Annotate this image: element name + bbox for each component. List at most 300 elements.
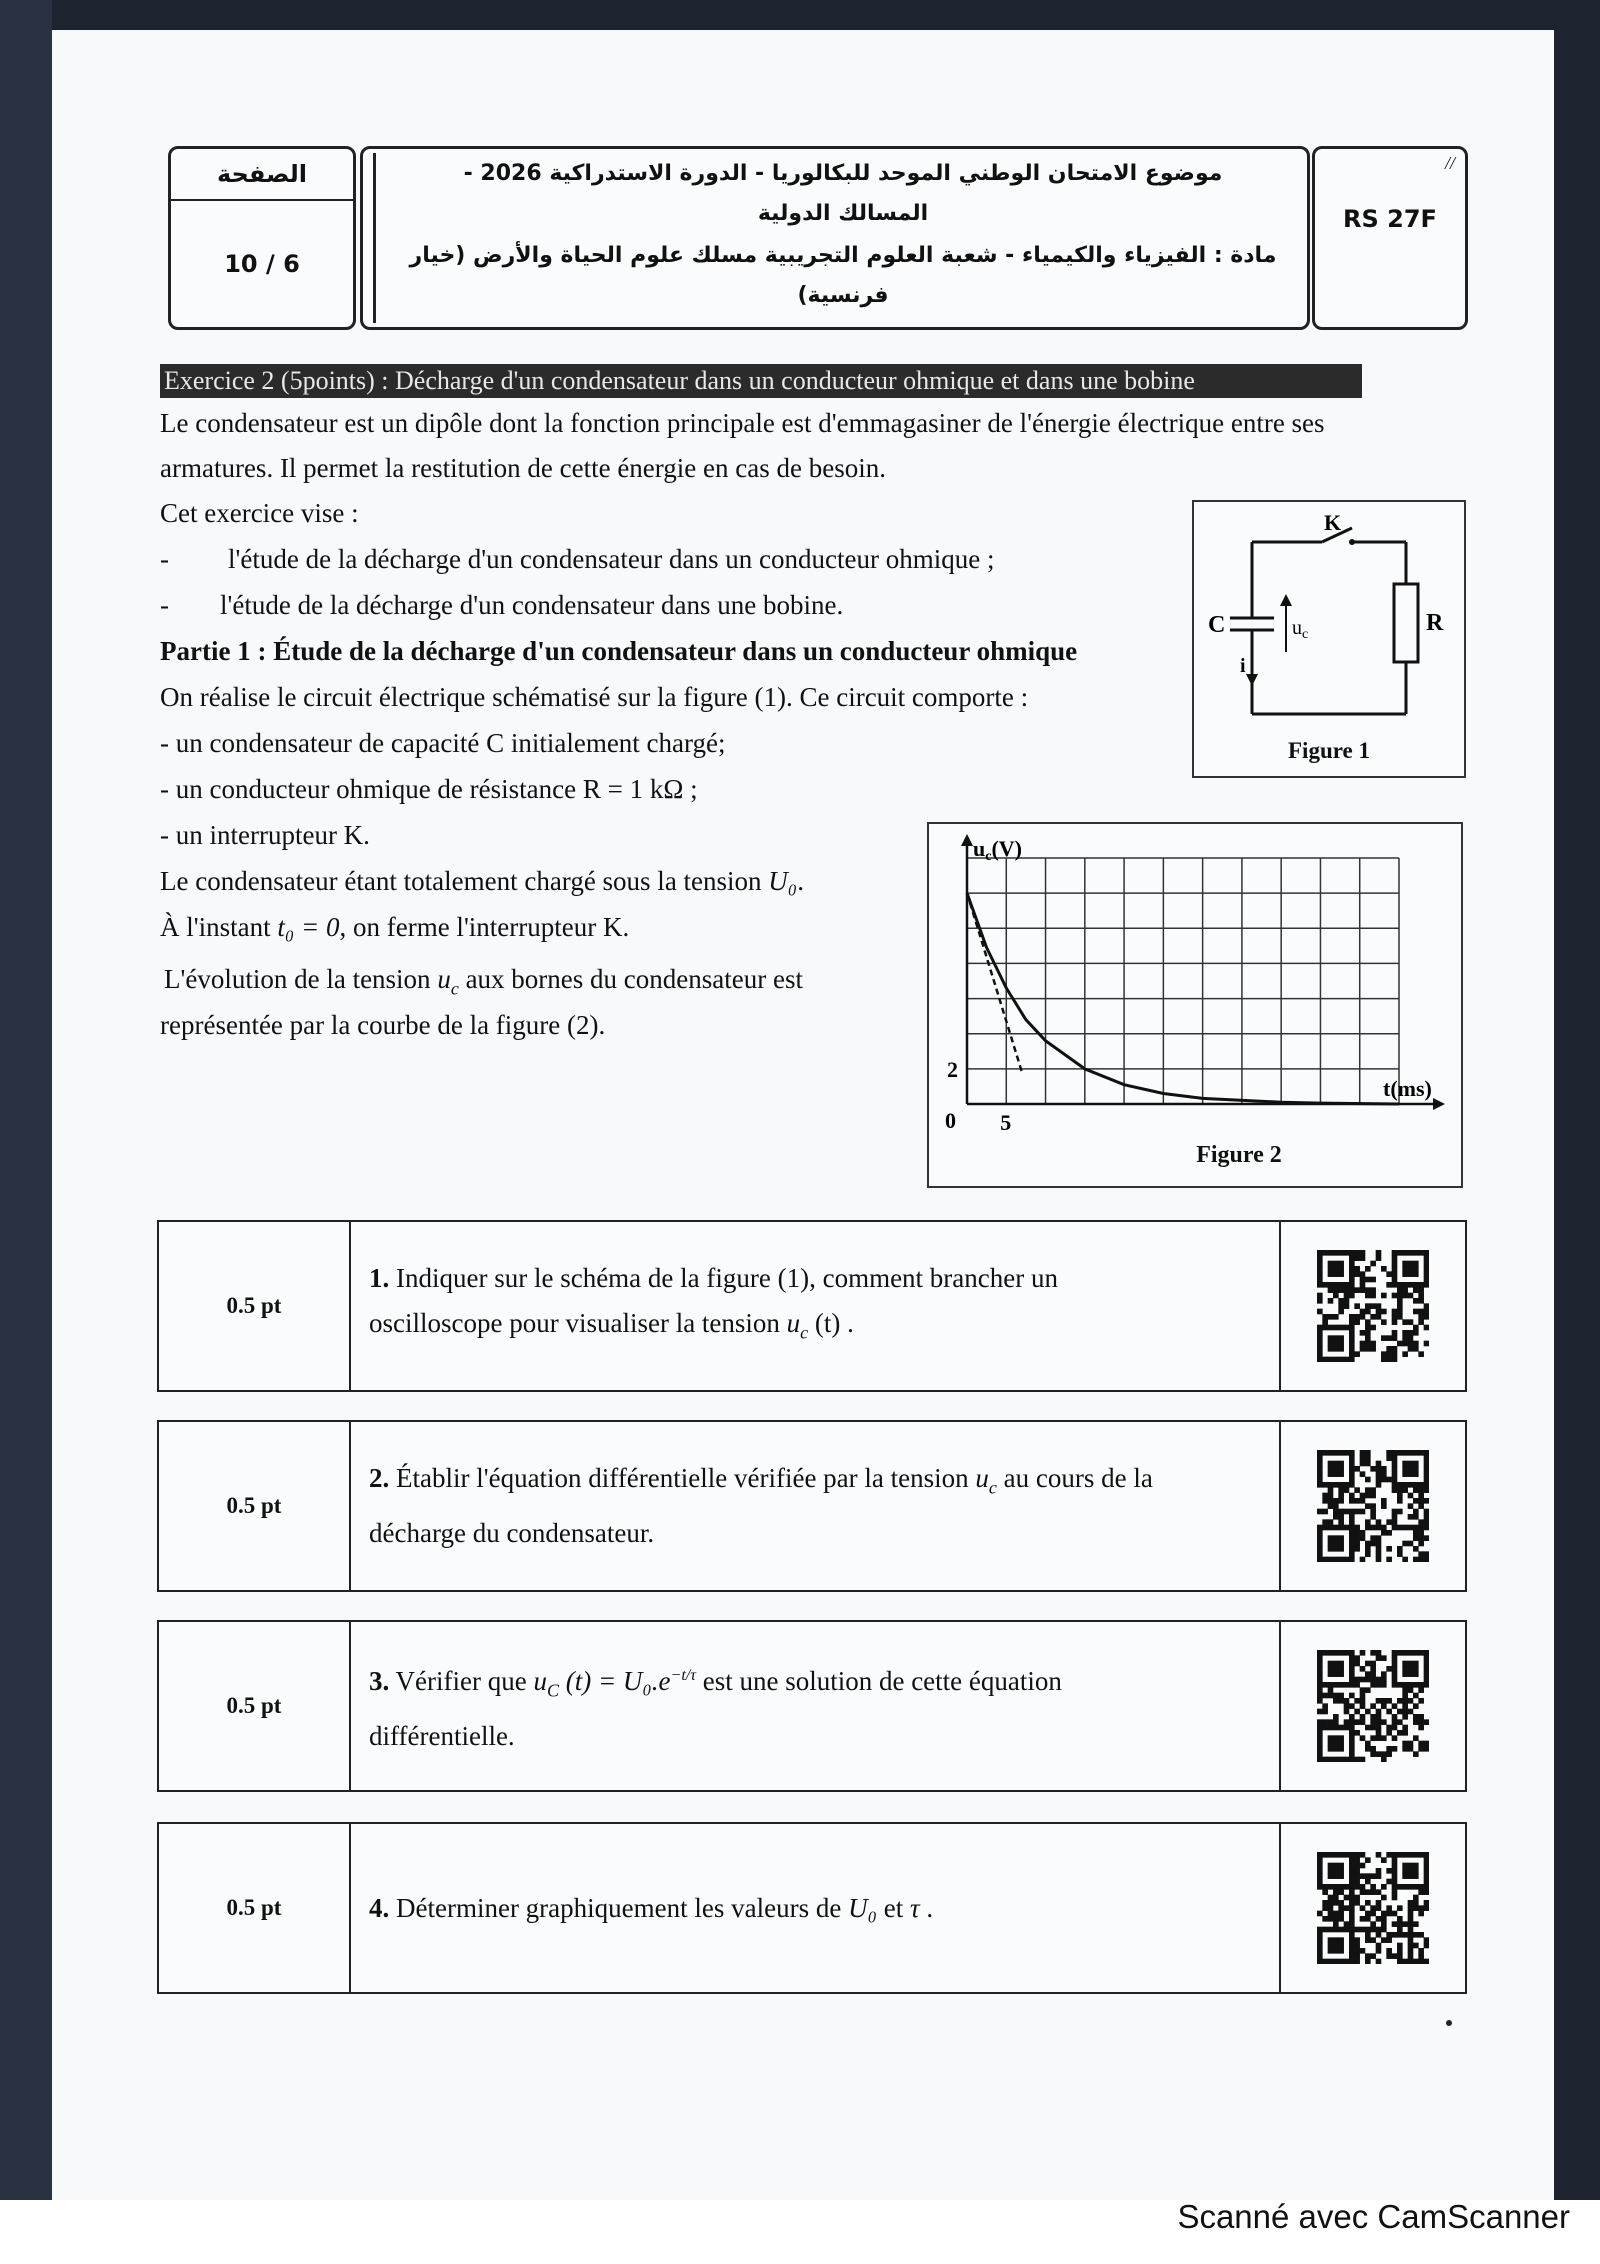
page-number: 10 / 6 bbox=[224, 250, 300, 278]
qr-module bbox=[1328, 1661, 1334, 1667]
qr-module bbox=[1322, 1693, 1328, 1699]
qr-module bbox=[1376, 1461, 1382, 1467]
qr-module bbox=[1381, 1927, 1387, 1933]
qr-module bbox=[1360, 1927, 1366, 1933]
qr-module bbox=[1317, 1725, 1323, 1731]
qr-module bbox=[1424, 1937, 1429, 1943]
qr-module bbox=[1370, 1261, 1376, 1267]
qr-module bbox=[1333, 1503, 1339, 1509]
qr-module bbox=[1328, 1519, 1334, 1525]
qr-module bbox=[1381, 1319, 1387, 1325]
qr-module bbox=[1338, 1298, 1344, 1304]
qr-module bbox=[1338, 1487, 1344, 1493]
qr-module bbox=[1349, 1921, 1355, 1927]
qr-module bbox=[1354, 1948, 1360, 1954]
qr-module bbox=[1328, 1741, 1334, 1747]
qr-module bbox=[1370, 1535, 1376, 1541]
qr-module bbox=[1413, 1852, 1419, 1858]
question-1-line-2a: oscilloscope pour visualiser la tension bbox=[369, 1308, 787, 1339]
qr-module bbox=[1322, 1325, 1328, 1331]
qr-module bbox=[1397, 1309, 1403, 1315]
qr-module bbox=[1360, 1530, 1366, 1536]
question-1-text bbox=[369, 1222, 1429, 1390]
qr-module bbox=[1328, 1735, 1334, 1741]
qr-module bbox=[1424, 1655, 1429, 1661]
qr-module bbox=[1317, 1943, 1323, 1949]
qr-module bbox=[1333, 1261, 1339, 1267]
qr-module bbox=[1397, 1852, 1403, 1858]
qr-module bbox=[1333, 1868, 1339, 1874]
qr-module bbox=[1349, 1509, 1355, 1515]
qr-module bbox=[1360, 1250, 1366, 1256]
qr-module bbox=[1392, 1277, 1398, 1283]
part1-title: Partie 1 : Étude de la décharge d'un condensateur dans un conducteur ohmique bbox=[160, 636, 1078, 666]
qr-module bbox=[1333, 1293, 1339, 1299]
qr-module bbox=[1413, 1509, 1419, 1515]
qr-module bbox=[1392, 1852, 1398, 1858]
qr-module bbox=[1365, 1661, 1371, 1667]
qr-module bbox=[1392, 1889, 1398, 1895]
qr-module bbox=[1338, 1466, 1344, 1472]
qr-module bbox=[1328, 1493, 1334, 1499]
qr-module bbox=[1322, 1927, 1328, 1933]
question-3-line-1b: est une solution de cette équation bbox=[695, 1666, 1062, 1697]
qr-module bbox=[1376, 1698, 1382, 1704]
qr-module bbox=[1424, 1498, 1429, 1504]
qr-module bbox=[1317, 1959, 1323, 1964]
qr-module bbox=[1328, 1650, 1334, 1656]
qr-module bbox=[1424, 1266, 1429, 1272]
qr-module bbox=[1376, 1751, 1382, 1757]
qr-module bbox=[1397, 1884, 1403, 1890]
qr-module bbox=[1402, 1932, 1408, 1938]
qr-module bbox=[1344, 1303, 1350, 1309]
qr-module bbox=[1386, 1477, 1392, 1483]
qr-module bbox=[1349, 1682, 1355, 1688]
question-1-number: 1. bbox=[369, 1263, 390, 1294]
qr-module bbox=[1376, 1250, 1382, 1256]
qr-module bbox=[1392, 1857, 1398, 1863]
qr-module bbox=[1317, 1932, 1323, 1938]
qr-module bbox=[1424, 1525, 1429, 1531]
qr-module bbox=[1338, 1682, 1344, 1688]
qr-module bbox=[1344, 1250, 1350, 1256]
qr-module bbox=[1413, 1466, 1419, 1472]
qr-module bbox=[1392, 1250, 1398, 1256]
qr-module bbox=[1413, 1905, 1419, 1911]
qr-module bbox=[1354, 1873, 1360, 1879]
qr-module bbox=[1338, 1927, 1344, 1933]
qr-module bbox=[1344, 1287, 1350, 1293]
qr-module bbox=[1418, 1314, 1424, 1320]
qr-module bbox=[1360, 1884, 1366, 1890]
qr-module bbox=[1349, 1282, 1355, 1288]
qr-module bbox=[1413, 1546, 1419, 1552]
paragraph-6-text-b: , on ferme l'interrupteur K. bbox=[339, 912, 630, 942]
qr-module bbox=[1317, 1466, 1323, 1472]
qr-module bbox=[1360, 1271, 1366, 1277]
qr-module bbox=[1402, 1461, 1408, 1467]
qr-module bbox=[1322, 1650, 1328, 1656]
qr-module bbox=[1338, 1905, 1344, 1911]
qr-module bbox=[1349, 1873, 1355, 1879]
qr-module bbox=[1418, 1687, 1424, 1693]
qr-module bbox=[1418, 1351, 1424, 1357]
qr-module bbox=[1360, 1509, 1366, 1515]
qr-module bbox=[1317, 1335, 1323, 1341]
qr-module bbox=[1360, 1346, 1366, 1352]
qr-module bbox=[1424, 1900, 1429, 1906]
label-uc-sub: c bbox=[1302, 627, 1309, 642]
qr-module bbox=[1365, 1487, 1371, 1493]
page-label: الصفحة bbox=[171, 149, 353, 201]
chart-figure-2 bbox=[929, 824, 1461, 1186]
qr-module bbox=[1365, 1746, 1371, 1752]
qr-module bbox=[1349, 1943, 1355, 1949]
qr-module bbox=[1418, 1557, 1424, 1562]
qr-module bbox=[1317, 1351, 1323, 1357]
qr-module bbox=[1365, 1725, 1371, 1731]
qr-module bbox=[1333, 1682, 1339, 1688]
qr-module bbox=[1349, 1703, 1355, 1709]
qr-module bbox=[1338, 1482, 1344, 1488]
qr-module bbox=[1328, 1341, 1334, 1347]
qr-module bbox=[1413, 1261, 1419, 1267]
qr-module bbox=[1376, 1541, 1382, 1547]
qr-module bbox=[1333, 1346, 1339, 1352]
qr-module bbox=[1392, 1357, 1398, 1362]
qr-module bbox=[1397, 1493, 1403, 1499]
qr-module bbox=[1381, 1293, 1387, 1299]
qr-module bbox=[1333, 1693, 1339, 1699]
bullet-dash-1: - bbox=[160, 544, 169, 574]
qr-module bbox=[1328, 1498, 1334, 1504]
question-2-number: 2. bbox=[369, 1463, 390, 1494]
qr-module bbox=[1413, 1461, 1419, 1467]
qr-module bbox=[1344, 1959, 1350, 1964]
qr-module bbox=[1354, 1863, 1360, 1869]
qr-module bbox=[1418, 1884, 1424, 1890]
qr-module bbox=[1413, 1900, 1419, 1906]
qr-module bbox=[1397, 1303, 1403, 1309]
qr-module bbox=[1365, 1266, 1371, 1272]
qr-module bbox=[1370, 1719, 1376, 1725]
qr-module bbox=[1381, 1498, 1387, 1504]
qr-module bbox=[1349, 1937, 1355, 1943]
qr-module bbox=[1376, 1482, 1382, 1488]
qr-module bbox=[1360, 1341, 1366, 1347]
qr-module bbox=[1333, 1271, 1339, 1277]
question-3-text bbox=[369, 1622, 1429, 1790]
qr-module bbox=[1424, 1450, 1429, 1456]
paragraph-1: On réalise le circuit électrique schématisé sur la figure (1). Ce circuit comporte : bbox=[160, 682, 1029, 712]
qr-module bbox=[1397, 1698, 1403, 1704]
qr-module bbox=[1418, 1319, 1424, 1325]
qr-module bbox=[1328, 1687, 1334, 1693]
qr-module bbox=[1386, 1751, 1392, 1757]
qr-module bbox=[1328, 1746, 1334, 1752]
qr-module bbox=[1370, 1746, 1376, 1752]
qr-module bbox=[1381, 1719, 1387, 1725]
question-4-points: 0.5 pt bbox=[159, 1824, 351, 1992]
qr-module bbox=[1317, 1461, 1323, 1467]
qr-code-4[interactable] bbox=[1279, 1824, 1465, 1992]
qr-module bbox=[1349, 1341, 1355, 1347]
qr-module bbox=[1317, 1746, 1323, 1752]
qr-module bbox=[1354, 1677, 1360, 1683]
qr-module bbox=[1413, 1287, 1419, 1293]
x-tick-label: 5 bbox=[1000, 1110, 1012, 1135]
qr-module bbox=[1338, 1525, 1344, 1531]
qr-module bbox=[1338, 1250, 1344, 1256]
qr-module bbox=[1424, 1325, 1429, 1331]
qr-module bbox=[1333, 1863, 1339, 1869]
paragraph-8: représentée par la courbe de la figure (2). bbox=[160, 1010, 606, 1040]
qr-module bbox=[1333, 1650, 1339, 1656]
qr-module bbox=[1333, 1341, 1339, 1347]
qr-module bbox=[1370, 1503, 1376, 1509]
qr-module bbox=[1381, 1471, 1387, 1477]
qr-module bbox=[1392, 1450, 1398, 1456]
qr-module bbox=[1397, 1943, 1403, 1949]
qr-module bbox=[1392, 1661, 1398, 1667]
qr-module bbox=[1360, 1693, 1366, 1699]
qr-module bbox=[1376, 1927, 1382, 1933]
qr-module bbox=[1397, 1650, 1403, 1656]
paragraph-4: - un interrupteur K. bbox=[160, 820, 370, 850]
qr-module bbox=[1354, 1698, 1360, 1704]
qr-module bbox=[1402, 1746, 1408, 1752]
qr-module bbox=[1381, 1703, 1387, 1709]
qr-module bbox=[1370, 1293, 1376, 1299]
intro-line-1: Le condensateur est un dipôle dont la fonction principale est d'emmagasiner de l'énergie électrique entre ses bbox=[160, 408, 1325, 438]
qr-module bbox=[1386, 1725, 1392, 1731]
qr-module bbox=[1349, 1671, 1355, 1677]
qr-module bbox=[1370, 1714, 1376, 1720]
qr-code-2[interactable] bbox=[1279, 1422, 1465, 1590]
qr-module bbox=[1365, 1341, 1371, 1347]
qr-module bbox=[1397, 1730, 1403, 1736]
qr-module bbox=[1349, 1900, 1355, 1906]
qr-module bbox=[1349, 1319, 1355, 1325]
qr-module bbox=[1333, 1757, 1339, 1762]
question-2-var: u bbox=[975, 1463, 989, 1494]
qr-module bbox=[1402, 1671, 1408, 1677]
qr-module bbox=[1381, 1735, 1387, 1741]
qr-module bbox=[1333, 1937, 1339, 1943]
qr-module bbox=[1424, 1482, 1429, 1488]
qr-module bbox=[1413, 1341, 1419, 1347]
qr-module bbox=[1333, 1735, 1339, 1741]
figure-2-caption: Figure 2 bbox=[1196, 1142, 1282, 1168]
qr-module bbox=[1413, 1309, 1419, 1315]
qr-module bbox=[1338, 1271, 1344, 1277]
question-3-eq-body: (t) = U₀.e bbox=[558, 1666, 671, 1697]
qr-module bbox=[1397, 1341, 1403, 1347]
qr-module bbox=[1392, 1271, 1398, 1277]
qr-module bbox=[1333, 1535, 1339, 1541]
qr-module bbox=[1408, 1282, 1414, 1288]
qr-module bbox=[1354, 1868, 1360, 1874]
qr-module bbox=[1397, 1525, 1403, 1531]
qr-module bbox=[1333, 1889, 1339, 1895]
qr-module bbox=[1392, 1655, 1398, 1661]
qr-module bbox=[1338, 1900, 1344, 1906]
qr-module bbox=[1317, 1863, 1323, 1869]
qr-module bbox=[1365, 1741, 1371, 1747]
qr-module bbox=[1317, 1551, 1323, 1557]
qr-module bbox=[1328, 1525, 1334, 1531]
qr-module bbox=[1376, 1255, 1382, 1261]
qr-module bbox=[1365, 1330, 1371, 1336]
qr-module bbox=[1360, 1905, 1366, 1911]
qr-module bbox=[1402, 1487, 1408, 1493]
qr-module bbox=[1386, 1519, 1392, 1525]
y-tick-label: 2 bbox=[947, 1056, 958, 1082]
qr-module bbox=[1349, 1751, 1355, 1757]
qr-module bbox=[1376, 1900, 1382, 1906]
qr-module bbox=[1408, 1682, 1414, 1688]
qr-module bbox=[1365, 1889, 1371, 1895]
qr-module bbox=[1413, 1650, 1419, 1656]
qr-module bbox=[1328, 1503, 1334, 1509]
qr-module bbox=[1386, 1948, 1392, 1954]
qr-module bbox=[1349, 1655, 1355, 1661]
qr-module bbox=[1328, 1884, 1334, 1890]
label-r: R bbox=[1426, 610, 1444, 636]
qr-module bbox=[1349, 1335, 1355, 1341]
qr-module bbox=[1392, 1455, 1398, 1461]
qr-module bbox=[1338, 1557, 1344, 1562]
qr-module bbox=[1376, 1889, 1382, 1895]
qr-module bbox=[1392, 1719, 1398, 1725]
qr-module bbox=[1376, 1314, 1382, 1320]
qr-module bbox=[1349, 1351, 1355, 1357]
qr-module bbox=[1402, 1650, 1408, 1656]
qr-module bbox=[1408, 1863, 1414, 1869]
qr-module bbox=[1418, 1298, 1424, 1304]
qr-module bbox=[1354, 1953, 1360, 1959]
qr-module bbox=[1354, 1682, 1360, 1688]
qr-module bbox=[1360, 1287, 1366, 1293]
qr-module bbox=[1386, 1932, 1392, 1938]
qr-module bbox=[1408, 1937, 1414, 1943]
qr-module bbox=[1322, 1319, 1328, 1325]
qr-module bbox=[1408, 1525, 1414, 1531]
qr-module bbox=[1349, 1325, 1355, 1331]
qr-module bbox=[1376, 1309, 1382, 1315]
qr-module bbox=[1344, 1719, 1350, 1725]
question-3-number: 3. bbox=[369, 1666, 390, 1697]
qr-module bbox=[1333, 1541, 1339, 1547]
qr-module bbox=[1413, 1661, 1419, 1667]
paragraph-7-text-a: L'évolution de la tension bbox=[164, 964, 438, 994]
qr-module bbox=[1317, 1261, 1323, 1267]
qr-module bbox=[1402, 1714, 1408, 1720]
qr-code-3[interactable] bbox=[1279, 1622, 1465, 1790]
qr-module bbox=[1376, 1905, 1382, 1911]
question-4-var-2: τ bbox=[909, 1892, 920, 1923]
qr-code-icon bbox=[1317, 1450, 1429, 1562]
qr-module bbox=[1365, 1293, 1371, 1299]
qr-module bbox=[1317, 1671, 1323, 1677]
qr-module bbox=[1381, 1937, 1387, 1943]
qr-module bbox=[1333, 1916, 1339, 1922]
qr-module bbox=[1349, 1530, 1355, 1536]
qr-module bbox=[1349, 1757, 1355, 1762]
qr-module bbox=[1413, 1450, 1419, 1456]
qr-module bbox=[1328, 1671, 1334, 1677]
qr-module bbox=[1386, 1335, 1392, 1341]
qr-module bbox=[1408, 1461, 1414, 1467]
qr-module bbox=[1376, 1535, 1382, 1541]
qr-module bbox=[1424, 1959, 1429, 1964]
qr-module bbox=[1397, 1932, 1403, 1938]
qr-module bbox=[1317, 1852, 1323, 1858]
qr-module bbox=[1328, 1911, 1334, 1917]
qr-module bbox=[1370, 1937, 1376, 1943]
qr-module bbox=[1392, 1346, 1398, 1352]
qr-module bbox=[1328, 1852, 1334, 1858]
qr-module bbox=[1386, 1746, 1392, 1752]
aim-line: Cet exercice vise : bbox=[160, 498, 359, 528]
qr-module bbox=[1333, 1314, 1339, 1320]
qr-module bbox=[1349, 1868, 1355, 1874]
qr-module bbox=[1413, 1325, 1419, 1331]
qr-module bbox=[1413, 1557, 1419, 1562]
qr-module bbox=[1338, 1873, 1344, 1879]
code-label: RS 27F bbox=[1343, 205, 1437, 233]
qr-module bbox=[1386, 1698, 1392, 1704]
qr-module bbox=[1392, 1525, 1398, 1531]
qr-module bbox=[1408, 1503, 1414, 1509]
qr-module bbox=[1408, 1271, 1414, 1277]
qr-module bbox=[1376, 1477, 1382, 1483]
qr-module bbox=[1360, 1948, 1366, 1954]
qr-module bbox=[1408, 1873, 1414, 1879]
qr-module bbox=[1392, 1255, 1398, 1261]
qr-module bbox=[1317, 1455, 1323, 1461]
qr-module bbox=[1328, 1325, 1334, 1331]
qr-module bbox=[1349, 1725, 1355, 1731]
qr-module bbox=[1392, 1746, 1398, 1752]
qr-module bbox=[1360, 1455, 1366, 1461]
qr-module bbox=[1338, 1916, 1344, 1922]
qr-module bbox=[1413, 1666, 1419, 1672]
qr-module bbox=[1338, 1911, 1344, 1917]
qr-module bbox=[1397, 1282, 1403, 1288]
qr-module bbox=[1408, 1927, 1414, 1933]
qr-module bbox=[1344, 1482, 1350, 1488]
qr-module bbox=[1392, 1266, 1398, 1272]
qr-module bbox=[1424, 1466, 1429, 1472]
qr-module bbox=[1418, 1487, 1424, 1493]
qr-module bbox=[1349, 1911, 1355, 1917]
qr-module bbox=[1370, 1346, 1376, 1352]
qr-module bbox=[1370, 1703, 1376, 1709]
qr-module bbox=[1344, 1884, 1350, 1890]
qr-module bbox=[1392, 1873, 1398, 1879]
qr-module bbox=[1322, 1357, 1328, 1362]
qr-module bbox=[1344, 1525, 1350, 1531]
qr-module bbox=[1370, 1661, 1376, 1667]
question-4 bbox=[157, 1822, 1467, 1994]
qr-code-1[interactable] bbox=[1279, 1222, 1465, 1390]
qr-module bbox=[1354, 1655, 1360, 1661]
qr-module bbox=[1402, 1873, 1408, 1879]
qr-module bbox=[1328, 1905, 1334, 1911]
qr-module bbox=[1386, 1730, 1392, 1736]
